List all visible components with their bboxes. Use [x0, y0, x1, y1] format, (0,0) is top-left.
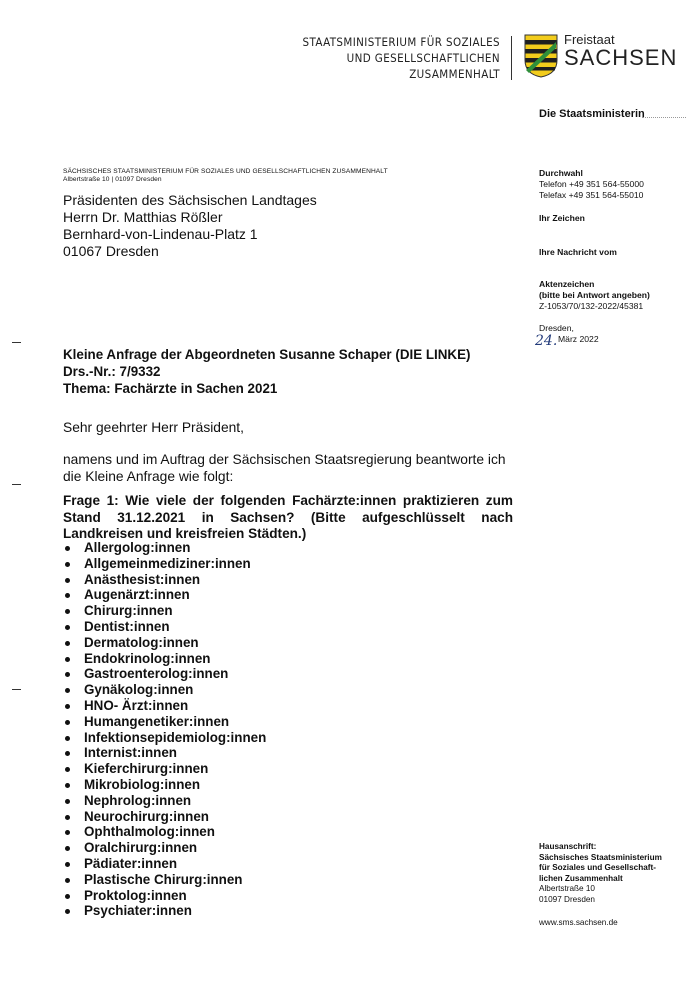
list-item: [63, 824, 266, 840]
list-item: [63, 888, 266, 904]
bullet-icon: [65, 578, 70, 583]
bullet-icon: [65, 593, 70, 598]
aktenzeichen-label: Aktenzeichen: [539, 279, 595, 289]
place: Dresden,: [539, 323, 574, 333]
specialty-label: Plastische Chirurg:innen: [84, 871, 243, 887]
specialty-label: Allgemeinmediziner:innen: [84, 555, 251, 571]
sender-org: SÄCHSISCHES STAATSMINISTERIUM FÜR SOZIALES UND GESELLSCHAFTLICHEN ZUSAMMENHALT: [63, 168, 388, 175]
footer-label: Hausanschrift:: [539, 842, 597, 851]
bullet-icon: [65, 815, 70, 820]
specialty-label: Mikrobiolog:innen: [84, 776, 201, 792]
salutation: Sehr geehrter Herr Präsident,: [63, 420, 244, 435]
bullet-icon: [65, 609, 70, 614]
bullet-icon: [65, 862, 70, 867]
list-item: [63, 651, 266, 667]
recipient-line: Herrn Dr. Matthias Rößler: [63, 209, 223, 225]
specialty-label: Proktolog:innen: [84, 887, 187, 903]
bullet-icon: [65, 783, 70, 788]
bullet-icon: [65, 878, 70, 883]
footer-org: Sächsisches Staatsministerium: [539, 852, 662, 862]
specialty-label: Neurochirurg:innen: [84, 808, 209, 824]
question-1: Frage 1: Wie viele der folgenden Fachärzte:innen praktizieren zum Stand 31.12.2021 in Sachsen? (Bitte aufgeschlüsselt nach Landkreisen und kreisfreien Städten.): [63, 493, 513, 541]
list-item: [63, 777, 266, 793]
footer-address: [539, 842, 662, 905]
thema: Thema: Fachärzte in Sachen 2021: [63, 381, 278, 396]
sender-address: Albertstraße 10 | 01097 Dresden: [63, 176, 162, 183]
footer-website: www.sms.sachsen.de: [539, 918, 618, 927]
list-item: [63, 603, 266, 619]
date-month-year: März 2022: [558, 334, 599, 344]
list-item: [63, 761, 266, 777]
specialty-label: Dentist:innen: [84, 618, 170, 634]
bullet-icon: [65, 720, 70, 725]
telefon: Telefon +49 351 564-55000: [539, 179, 644, 189]
list-item: [63, 714, 266, 730]
bullet-icon: [65, 767, 70, 772]
contact-block: [539, 168, 644, 201]
list-item: [63, 635, 266, 651]
ihre-nachricht-label: Ihre Nachricht vom: [539, 247, 617, 257]
handwritten-date: 24.: [535, 333, 558, 349]
list-item: [63, 809, 266, 825]
specialty-label: Dermatolog:innen: [84, 634, 199, 650]
specialty-label: Kieferchirurg:innen: [84, 761, 209, 777]
logo-sachsen: SACHSEN: [564, 45, 678, 70]
recipient-line: Präsidenten des Sächsischen Landtages: [63, 192, 317, 208]
list-item: [63, 666, 266, 682]
specialty-label: Nephrolog:innen: [84, 792, 192, 808]
specialty-label: Chirurg:innen: [84, 603, 173, 619]
aktenzeichen-hint: (bitte bei Antwort angeben): [539, 290, 650, 300]
list-item: [63, 856, 266, 872]
specialty-label: Ophthalmolog:innen: [84, 824, 215, 840]
fold-mark: [12, 689, 21, 690]
drs-nr: Drs.-Nr.: 7/9332: [63, 364, 161, 379]
bullet-icon: [65, 625, 70, 630]
bullet-icon: [65, 894, 70, 899]
list-item: [63, 619, 266, 635]
intro-paragraph: namens und im Auftrag der Sächsischen Staatsregierung beantworte ich die Kleine Anfrage wie folgt:: [63, 452, 506, 484]
subject-block: [63, 346, 471, 397]
ministry-name-line: ZUSAMMENHALT: [409, 67, 500, 81]
bullet-icon: [65, 799, 70, 804]
bullet-icon: [65, 830, 70, 835]
durchwahl-label: Durchwahl: [539, 168, 583, 178]
recipient-line: Bernhard-von-Lindenau-Platz 1: [63, 226, 258, 242]
list-item: [63, 540, 266, 556]
specialty-label: Oralchirurg:innen: [84, 840, 198, 856]
aktenzeichen-value: Z-1053/70/132-2022/45381: [539, 301, 644, 311]
bullet-icon: [65, 736, 70, 741]
ihr-zeichen-label: Ihr Zeichen: [539, 213, 585, 223]
bullet-icon: [65, 704, 70, 709]
sender-line: [63, 168, 388, 184]
fold-mark: [12, 484, 21, 485]
specialty-label: HNO- Ärzt:innen: [84, 697, 189, 713]
list-item: [63, 556, 266, 572]
aktenzeichen-block: [539, 279, 650, 312]
coat-of-arms-icon: [524, 34, 558, 78]
list-item: [63, 587, 266, 603]
list-item: [63, 698, 266, 714]
recipient-address: [63, 192, 317, 260]
bullet-icon: [65, 846, 70, 851]
specialty-list: [63, 540, 266, 919]
bullet-icon: [65, 546, 70, 551]
footer-org: lichen Zusammenhalt: [539, 873, 623, 883]
ministry-name-line: STAATSMINISTERIUM FÜR SOZIALES: [302, 35, 500, 49]
specialty-label: Pädiater:innen: [84, 855, 178, 871]
specialty-label: Infektionsepidemiolog:innen: [84, 729, 267, 745]
list-item: [63, 572, 266, 588]
logo-freistaat: Freistaat: [564, 32, 615, 47]
specialty-label: Allergolog:innen: [84, 540, 191, 555]
ministry-name: [303, 34, 500, 82]
logo-divider: [511, 36, 512, 80]
specialty-label: Augenärzt:innen: [84, 587, 190, 603]
footer-street: Albertstraße 10: [539, 884, 595, 893]
list-item: [63, 840, 266, 856]
list-item: [63, 903, 266, 919]
fold-mark: [12, 342, 21, 343]
specialty-label: Internist:innen: [84, 745, 177, 761]
specialty-label: Gynäkolog:innen: [84, 682, 194, 698]
bullet-icon: [65, 909, 70, 914]
list-item: [63, 730, 266, 746]
list-item: [63, 682, 266, 698]
telefax: Telefax +49 351 564-55010: [539, 190, 644, 200]
footer-org: für Soziales und Gesellschaft-: [539, 863, 656, 872]
specialty-label: Gastroenterolog:innen: [84, 666, 229, 682]
specialty-label: Humangenetiker:innen: [84, 713, 230, 729]
bullet-icon: [65, 688, 70, 693]
bullet-icon: [65, 562, 70, 567]
recipient-line: 01067 Dresden: [63, 243, 159, 259]
list-item: [63, 872, 266, 888]
ministry-name-line: UND GESELLSCHAFTLICHEN: [346, 51, 500, 65]
bullet-icon: [65, 672, 70, 677]
specialty-label: Anästhesist:innen: [84, 571, 201, 587]
list-item: [63, 793, 266, 809]
list-item: [63, 745, 266, 761]
footer-city: 01097 Dresden: [539, 894, 595, 904]
specialty-label: Psychiater:innen: [84, 903, 192, 919]
bullet-icon: [65, 657, 70, 662]
minister-title: Die Staatsministerin: [539, 108, 645, 120]
specialty-label: Endokrinolog:innen: [84, 650, 211, 666]
divider: [642, 117, 686, 118]
bullet-icon: [65, 641, 70, 646]
bullet-icon: [65, 751, 70, 756]
subject-line: Kleine Anfrage der Abgeordneten Susanne Schaper (DIE LINKE): [63, 347, 471, 362]
